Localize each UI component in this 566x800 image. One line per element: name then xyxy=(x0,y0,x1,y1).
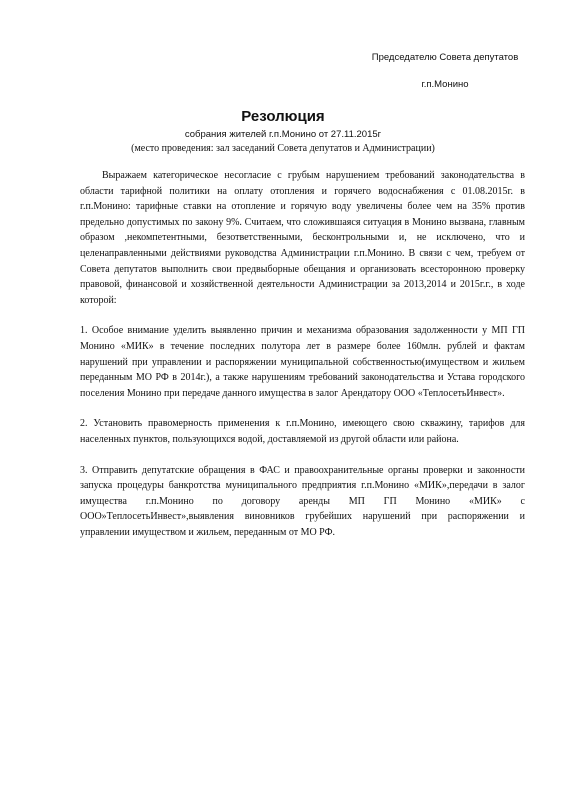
document-title: Резолюция xyxy=(241,108,325,125)
paragraph-gap xyxy=(80,308,525,323)
intro-paragraph: Выражаем категорическое несогласие с грубым нарушением требований законодательства в области тарифной политики на оплату отопления и горячего водоснабжения с 01.08.2015г. в г.п.Монино: тарифные ставки на отопление и горячую воду увеличены более чем на 35% против предельно допустимых по закону 9%. Считаем, что сложившаяся ситуация в Монино вызвана, главным образом ,некомпетентными, безответственными, бесконтрольными и, не исключено, что и целенаправленными действиями руководства Администрации г.п.Монино. В связи с чем, требуем от Совета депутатов выполнить свои предвыборные обещания и организовать всесторонною проверку правовой, финансовой и хозяйственной деятельности Администрации за 2013,2014 и 2015г.г., в ходе которой: xyxy=(80,170,525,306)
item-paragraph-1: 1. Особое внимание уделить выявленно причин и механизма образования задолженности у МП ГП Монино «МИК» в течение последних полутора лет в размере более 160млн. рублей и фактам нарушений при управлении и распоряжении муниципальной собственностью(имуществом и жильем переданным МО РФ в 2014г.), а также нарушениям требований законодательства и Устава городского поселения Монино при передаче данного имущества в залог Арендатору ООО «ТеплосетьИнвест». xyxy=(80,325,525,399)
addressee-city: г.п.Монино xyxy=(421,79,469,90)
addressee-block xyxy=(345,52,545,91)
document-subtitle: собрания жителей г.п.Монино от 27.11.2015г xyxy=(184,129,382,140)
meeting-place: (место проведения: зал заседаний Совета депутатов и Администрации) xyxy=(131,143,435,154)
item-paragraph-3: 3. Отправить депутатские обращения в ФАС и правоохранительные органы проверки и законности запуска процедуры банкротства муниципального предприятия г.п.Монино «МИК»,передачи в залог имущества г.п.Монино по договору аренды МП ГП Монино «МИК» с ООО»ТеплосетьИнвест»,выявления виновников грубейших нарушений при распоряжении и управлении имуществом и жильем, переданным от МО РФ. xyxy=(80,464,525,538)
resolution-body xyxy=(80,168,525,540)
addressee-line: Председателю Совета депутатов xyxy=(371,52,519,63)
item-paragraph-2: 2. Установить правомерность применения к г.п.Монино, имеющего свою скважину, тарифов для населенных пунктов, пользующихся водой, доставляемой из другой области или района. xyxy=(80,418,525,445)
paragraph-gap xyxy=(80,448,525,463)
paragraph-gap xyxy=(80,401,525,416)
